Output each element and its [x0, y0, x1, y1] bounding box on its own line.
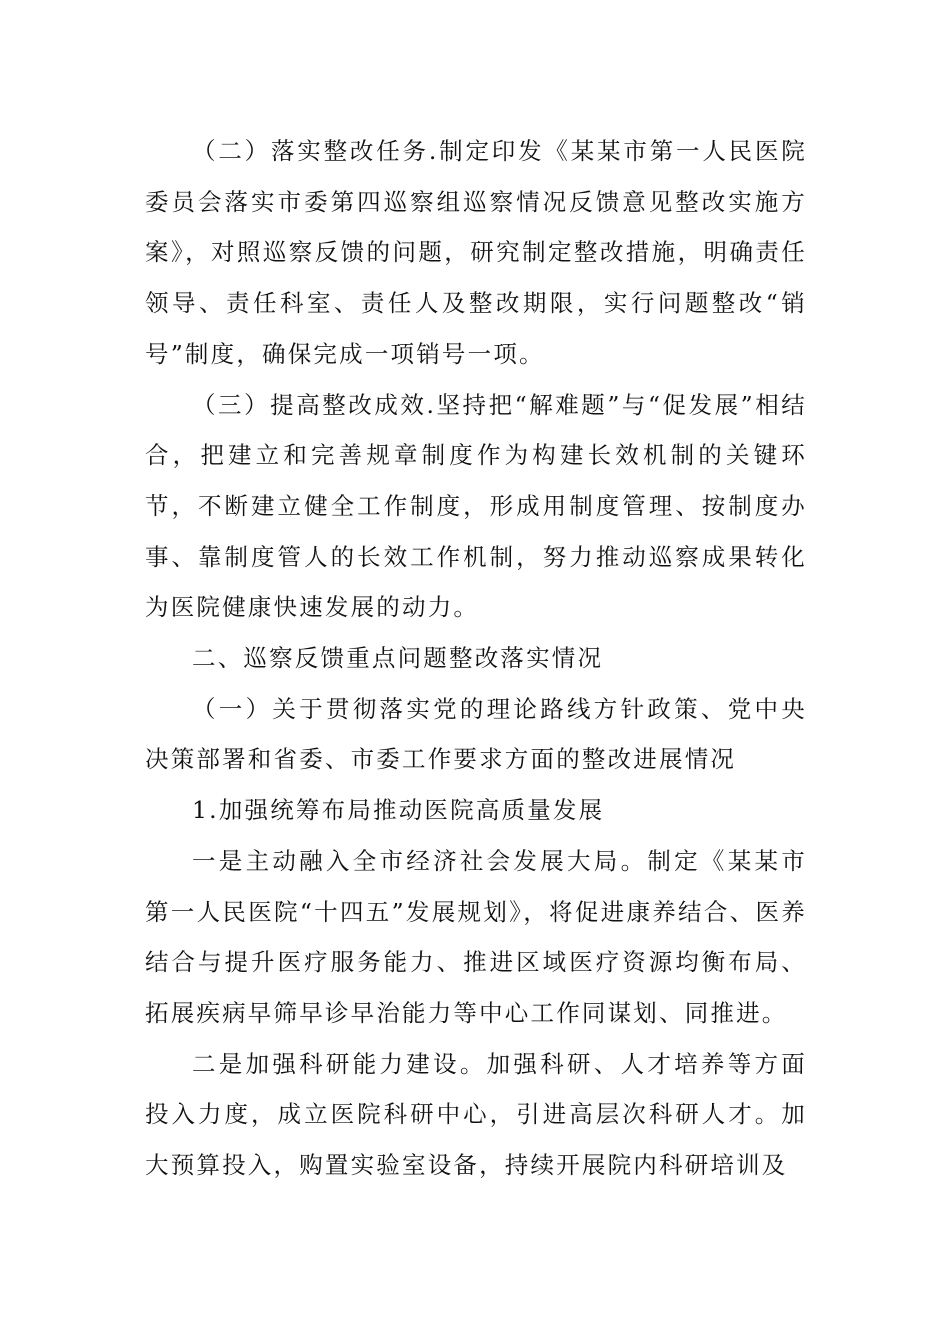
item-heading-overall-planning: 1.加强统筹布局推动医院高质量发展 [192, 796, 605, 825]
paragraph-rectification-tasks: （二）落实整改任务.制定印发《某某市第一人民医院委员会落实市委第四巡察组巡察情况反馈意见整改实施方案》，对照巡察反馈的问题，研究制定整改措施，明确责任领导、责任科室、责任人及整改期限，实行问题整改“销号”制度，确保完成一项销号一项。 [145, 137, 807, 368]
subsection-heading-policy-implementation: （一）关于贯彻落实党的理论路线方针政策、党中央决策部署和省委、市委工作要求方面的整改进展情况 [145, 694, 807, 774]
paragraph-research-capacity: 二是加强科研能力建设。加强科研、人才培养等方面投入力度，成立医院科研中心，引进高层次科研人才。加大预算投入，购置实验室设备，持续开展院内科研培训及 [145, 1049, 807, 1180]
paragraph-economic-integration: 一是主动融入全市经济社会发展大局。制定《某某市第一人民医院“十四五”发展规划》，将促进康养结合、医养结合与提升医疗服务能力、推进区域医疗资源均衡布局、拓展疾病早筛早诊早治能力等中心工作同谋划、同推进。 [145, 846, 807, 1027]
paragraph-rectification-effectiveness: （三）提高整改成效.坚持把“解难题”与“促发展”相结合，把建立和完善规章制度作为构建长效机制的关键环节，不断建立健全工作制度，形成用制度管理、按制度办事、靠制度管人的长效工作机制，努力推动巡察成果转化为医院健康快速发展的动力。 [145, 390, 807, 622]
document-body [145, 126, 807, 1191]
section-heading-feedback-issues: 二、巡察反馈重点问题整改落实情况 [192, 644, 604, 673]
